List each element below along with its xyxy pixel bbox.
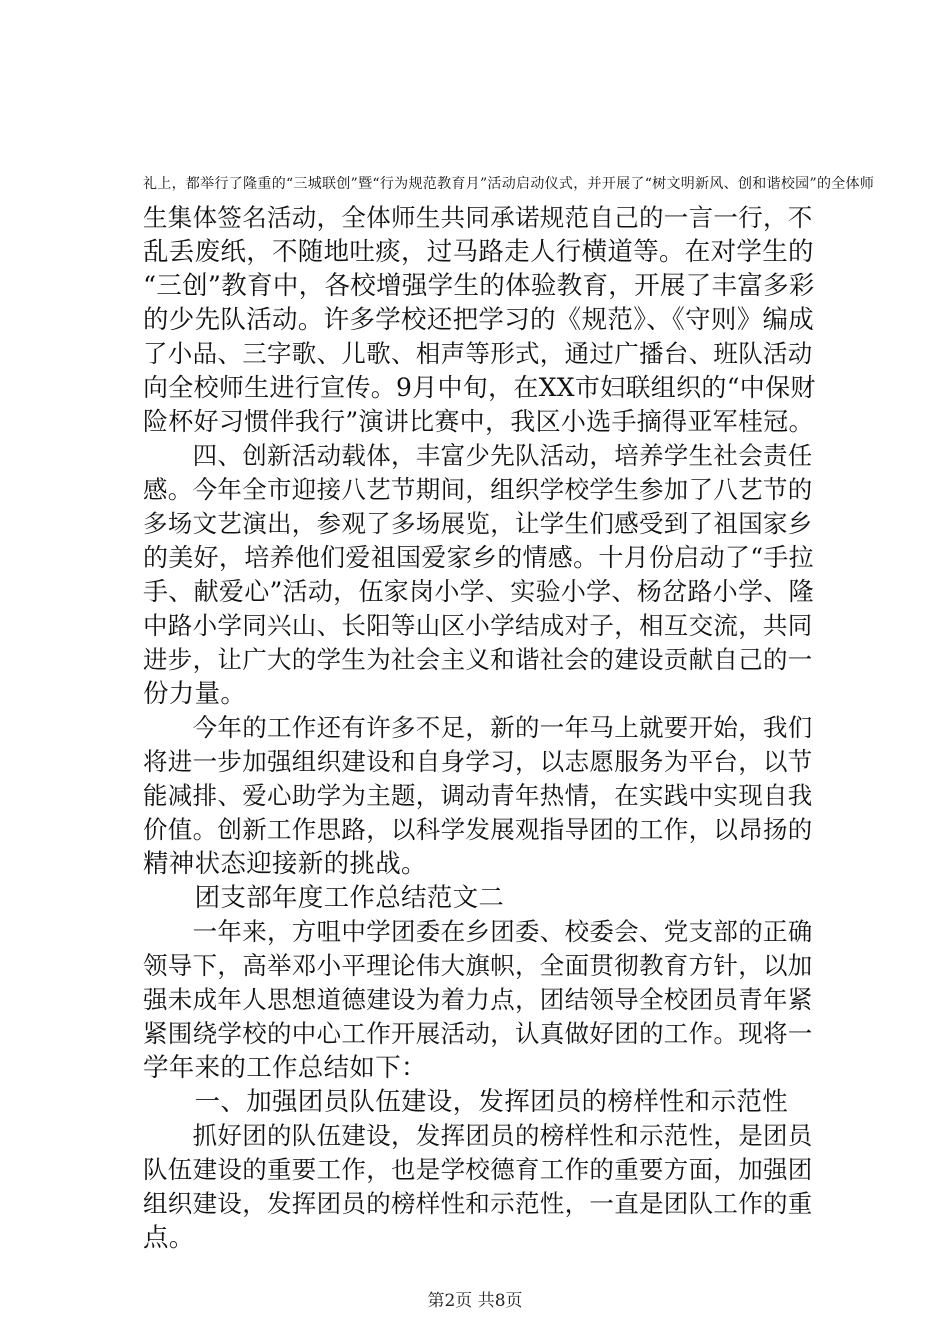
text-line: 今年的工作还有许多不足，新的一年马上就要开始，我们	[143, 713, 813, 742]
text-line: 一年来，方咀中学团委在乡团委、校委会、党支部的正确	[143, 917, 813, 946]
text-line: 中路小学同兴山、长阳等山区小学结成对子，相互交流，共同	[143, 611, 813, 640]
text-line: 紧围绕学校的中心工作开展活动，认真做好团的工作。现将一	[143, 1019, 813, 1048]
text-line: 队伍建设的重要工作，也是学校德育工作的重要方面，加强团	[143, 1155, 813, 1184]
text-line: 的美好，培养他们爱祖国爱家乡的情感。十月份启动了“手拉	[143, 543, 814, 572]
text-line: “三创”教育中，各校增强学生的体验教育，开展了丰富多彩	[143, 271, 815, 301]
text-line: 学年来的工作总结如下：	[143, 1053, 427, 1083]
text-line: 抓好团的队伍建设，发挥团员的榜样性和示范性，是团员	[143, 1121, 813, 1150]
text-line: 将进一步加强组织建设和自身学习，以志愿服务为平台，以节	[143, 747, 813, 776]
text-line: 能减排、爱心助学为主题，调动青年热情，在实践中实现自我	[143, 781, 813, 810]
text-line: 险杯好习惯伴我行”演讲比赛中，我区小选手摘得亚军桂冠。	[143, 407, 814, 436]
page-number-footer: 第2页 共8页	[427, 1291, 523, 1311]
text-line: 手、献爱心”活动，伍家岗小学、实验小学、杨岔路小学、隆	[143, 577, 814, 606]
text-line: 强未成年人思想道德建设为着力点，团结领导全校团员青年紧	[143, 985, 813, 1014]
text-line: 份力量。	[143, 679, 247, 709]
text-line: 感。今年全市迎接八艺节期间，组织学校学生参加了八艺节的	[143, 475, 813, 504]
text-line: 多场文艺演出，参观了多场展览，让学生们感受到了祖国家乡	[143, 509, 813, 538]
text-line: 精神状态迎接新的挑战。	[143, 849, 427, 879]
text-line: 四、创新活动载体，丰富少先队活动，培养学生社会责任	[143, 441, 813, 470]
text-line: 点。	[143, 1223, 195, 1253]
text-line: 生集体签名活动，全体师生共同承诺规范自己的一言一行，不	[143, 203, 813, 232]
text-line: 进步，让广大的学生为社会主义和谐社会的建设贡献自己的一	[143, 645, 813, 674]
text-line: 价值。创新工作思路，以科学发展观指导团的工作，以昂扬的	[143, 815, 813, 844]
text-line: 向全校师生进行宣传。9月中旬，在XX市妇联组织的“中保财	[143, 373, 816, 402]
text-line: 的少先队活动。许多学校还把学习的《规范》、《守则》编成	[143, 305, 815, 335]
subsection-heading: 一、加强团员队伍建设，发挥团员的榜样性和示范性	[143, 1087, 789, 1117]
text-line: 领导下，高举邓小平理论伟大旗帜，全面贯彻教育方针，以加	[143, 951, 813, 980]
text-line: 乱丢废纸，不随地吐痰，过马路走人行横道等。在对学生的	[143, 237, 814, 267]
section-heading: 团支部年度工作总结范文二	[143, 883, 505, 913]
text-line: 组织建设，发挥团员的榜样性和示范性，一直是团队工作的重	[143, 1189, 813, 1218]
text-line: 礼上，都举行了隆重的“三城联创”暨“行为规范教育月”活动启动仪式，并开展了“树文明新风、创和谐校园”的全体师	[143, 176, 875, 192]
text-line: 了小品、三字歌、儿歌、相声等形式，通过广播台、班队活动	[143, 339, 813, 368]
